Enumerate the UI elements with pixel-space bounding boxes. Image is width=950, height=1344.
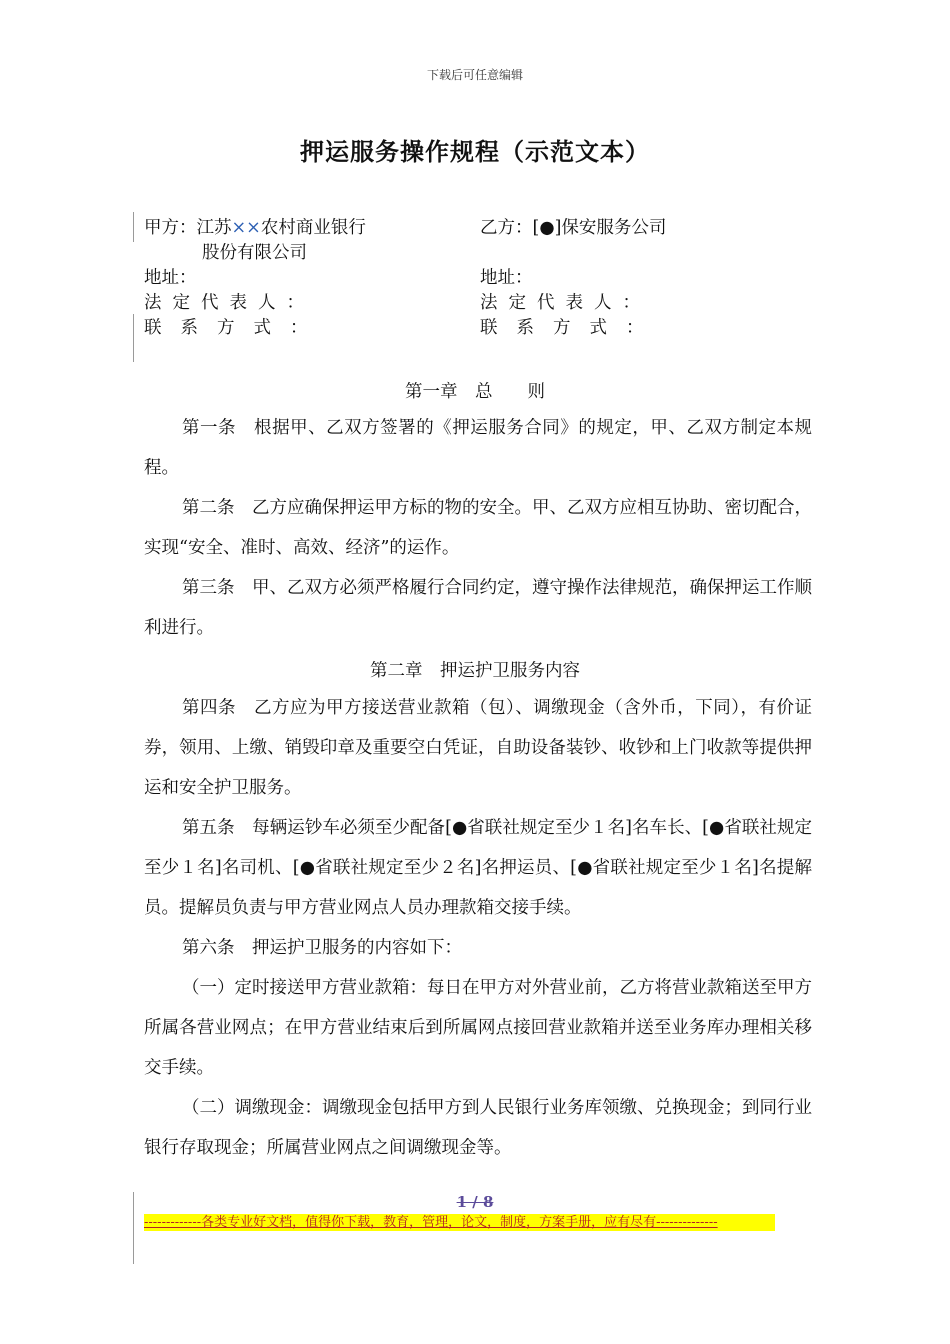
article-4: 第四条 乙方应为甲方接送营业款箱（包）、调缴现金（含外币，下同），有价证券，领用、上缴、销毁印章及重要空白凭证，自助设备装钞、收钞和上门收款等提供押运和安全护卫服务。 xyxy=(144,698,812,798)
article-6: 第六条 押运护卫服务的内容如下： xyxy=(182,938,462,958)
party-b-rep-label: 法定代表人： xyxy=(480,293,651,313)
article-1: 第一条 根据甲、乙双方签署的《押运服务合同》的规定，甲、乙双方制定本规程。 xyxy=(144,418,812,478)
party-a-name-line2: 股份有限公司 xyxy=(202,243,307,263)
article-6-item-1: （一）定时接送甲方营业款箱：每日在甲方对外营业前，乙方将营业款箱送至甲方所属各营业网点；在甲方营业结束后到所属网点接回营业款箱并送至业务库办理相关移交手续。 xyxy=(144,978,812,1078)
footer-banner: -------------各类专业好文档，值得你下载，教育，管理，论文，制度，方案手册，应有尽有-------------- xyxy=(144,1214,775,1231)
party-b-name-line xyxy=(480,216,800,241)
article-2: 第二条 乙方应确保押运甲方标的物的安全。甲、乙双方应相互协助、密切配合，实现“安全、准时、高效、经济”的运作。 xyxy=(144,498,812,558)
article-5: 第五条 每辆运钞车必须至少配备[●省联社规定至少１名]名车长、[●省联社规定至少１名]名司机、[●省联社规定至少２名]名押运员、[●省联社规定至少１名]名提解员。提解员负责与甲方营业网点人员办理款箱交接手续。 xyxy=(144,818,812,918)
page-number: 1 / 8 xyxy=(456,1193,494,1211)
party-b-address-label: 地址： xyxy=(480,268,533,288)
party-a-name-line xyxy=(144,216,444,241)
chapter-1-heading: 第一章 总 则 xyxy=(405,382,545,402)
party-b-contact-label: 联系方式： xyxy=(480,318,663,338)
margin-bar xyxy=(133,314,134,362)
party-a-contact-label: 联系方式： xyxy=(144,318,327,338)
party-b-name: [●]保安服务公司 xyxy=(532,218,667,238)
party-a-address-label: 地址： xyxy=(144,268,197,288)
party-a-rep-label: 法定代表人： xyxy=(144,293,315,313)
party-b-label: 乙方： xyxy=(480,218,533,238)
party-a-label: 甲方： xyxy=(144,218,197,238)
party-a-name-placeholder: ×× xyxy=(231,218,261,238)
article-3: 第三条 甲、乙双方必须严格履行合同约定，遵守操作法律规范，确保押运工作顺利进行。 xyxy=(144,578,812,638)
document-title: 押运服务操作规程（示范文本） xyxy=(300,137,650,166)
header-note: 下载后可任意编辑 xyxy=(426,68,523,82)
party-a-name-part1: 江苏 xyxy=(196,218,232,238)
party-a-block xyxy=(144,216,444,266)
article-6-item-2: （二）调缴现金：调缴现金包括甲方到人民银行业务库领缴、兑换现金；到同行业银行存取现金；所属营业网点之间调缴现金等。 xyxy=(144,1098,812,1158)
party-a-name-part2: 农村商业银行 xyxy=(260,218,366,238)
chapter-2-heading: 第二章 押运护卫服务内容 xyxy=(370,661,580,681)
margin-bar xyxy=(133,212,134,242)
